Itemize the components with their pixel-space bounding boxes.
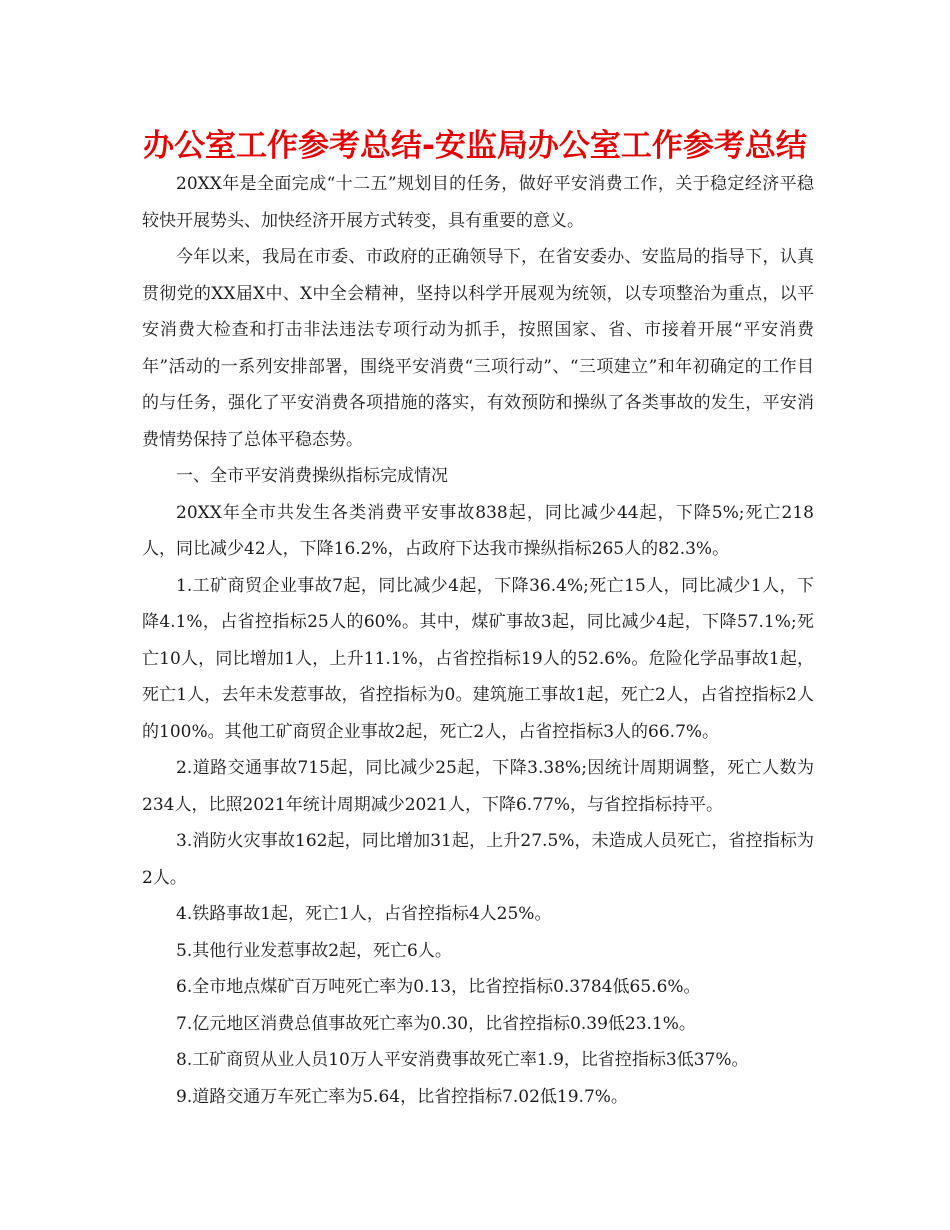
paragraph: 20XX年全市共发生各类消费平安事故838起，同比减少44起，下降5%;死亡218人，同比减少42人，下降16.2%，占政府下达我市操纵指标265人的82.3%。: [142, 502, 814, 559]
list-item: 6.全市地点煤矿百万吨死亡率为0.13，比省控指标0.3784低65.6%。: [176, 977, 701, 997]
list-item: 4.铁路事故1起，死亡1人，占省控指标4人25%。: [176, 904, 552, 924]
list-item: 5.其他行业发惹事故2起，死亡6人。: [176, 940, 452, 961]
list-item: 8.工矿商贸从业人员10万人平安消费事故死亡率1.9，比省控指标3低37%。: [176, 1050, 749, 1070]
list-item: 7.亿元地区消费总值事故死亡率为0.30，比省控指标0.39低23.1%。: [176, 1013, 696, 1034]
document-body: [142, 166, 814, 1115]
list-item: 2.道路交通事故715起，同比减少25起，下降3.38%;因统计周期调整，死亡人数为234人，比照2021年统计周期减少2021人，下降6.77%，与省控指标持平。: [142, 758, 814, 815]
list-item: 9.道路交通万车死亡率为5.64，比省控指标7.02低19.7%。: [176, 1086, 628, 1107]
list-item: 3.消防火灾事故162起，同比增加31起，上升27.5%，未造成人员死亡，省控指标为2人。: [142, 831, 814, 888]
section-heading: 一、全市平安消费操纵指标完成情况: [176, 466, 448, 486]
document-title: 办公室工作参考总结-安监局办公室工作参考总结: [143, 128, 807, 164]
list-item: 1.工矿商贸企业事故7起，同比减少4起，下降36.4%;死亡15人，同比减少1人，下降4.1%，占省控指标25人的60%。其中，煤矿事故3起，同比减少4起，下降57.1%;死亡10人，同比增加1人，上升11.1%，占省控指标19人的52.6%。危险化学品事故1起，死亡1人，去年未发惹事故，省控指标为0。建筑施工事故1起，死亡2人，占省控指标2人的100%。其他工矿商贸企业事故2起，死亡2人，占省控指标3人的66.7%。: [142, 575, 814, 742]
paragraph: 20XX年是全面完成“十二五”规划目的任务，做好平安消费工作，关于稳定经济平稳较快开展势头、加快经济开展方式转变，具有重要的意义。: [142, 174, 814, 231]
paragraph: 今年以来，我局在市委、市政府的正确领导下，在省安委办、安监局的指导下，认真贯彻党的XX届X中、X中全会精神，坚持以科学开展观为统领，以专项整治为重点，以平安消费大检查和打击非法违法专项行动为抓手，按照国家、省、市接着开展“平安消费年”活动的一系列安排部署，围绕平安消费“三项行动”、“三项建立”和年初确定的工作目的与任务，强化了平安消费各项措施的落实，有效预防和操纵了各类事故的发生，平安消费情势保持了总体平稳态势。: [142, 247, 814, 450]
